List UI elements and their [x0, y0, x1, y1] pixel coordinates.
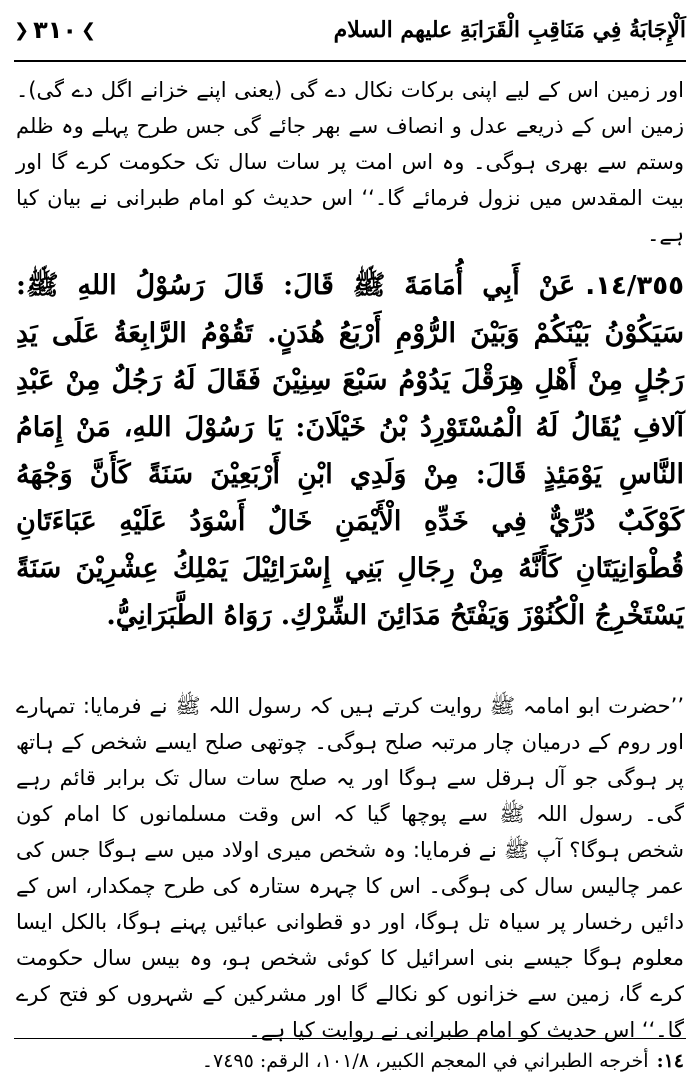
hadith-arabic-block	[16, 262, 684, 639]
footnote-divider	[14, 1038, 686, 1039]
hadith-arabic-paragraph	[16, 262, 684, 639]
intro-text: اور زمین اس کے لیے اپنی برکات نکال دے گی (یعنی اپنے خزانے اگل دے گی)۔ زمین اس کے ذریعے عدل و انصاف سے بھر جائے گی جس طرح پہلے وہ ظلم وستم سے بھری ہوگی۔ وہ اس امت پر سات سال تک حکومت کرے گا اور بیت المقدس میں نزول فرمائے گا۔‘‘ اس حدیث کو امام طبرانی نے بیان کیا ہے۔	[16, 78, 684, 246]
page-header	[14, 6, 686, 54]
intro-paragraph	[16, 72, 684, 252]
hadith-number: ١٤/٣٥٥.	[585, 271, 684, 301]
running-title: اَلْإِجَابَةُ فِي مَنَاقِبِ الْقَرَابَةِ علیهم السلام	[333, 17, 686, 43]
page-number-group	[14, 16, 96, 44]
page-number: ٣١٠	[33, 16, 78, 44]
translation-text: ’’حضرت ابو امامہ ﷺ روایت کرتے ہیں کہ رسول اللہ ﷺ نے فرمایا: تمہارے اور روم کے درمیان چار مرتبہ صلح ہوگی۔ چوتھی صلح ایسے شخص کے ہاتھ پر ہوگی جو آل ہرقل سے ہوگا اور یہ صلح سات سال تک برابر قائم رہے گی۔ رسول اللہ ﷺ سے پوچھا گیا کہ اس وقت مسلمانوں کا امام کون شخص ہوگا؟ آپ ﷺ نے فرمایا: وہ شخص میری اولاد میں سے ہوگا جس کی عمر چالیس سال کی ہوگی۔ اس کا چہرہ ستارہ کی طرح چمکدار، اس کے دائیں رخسار پر سیاہ تل ہوگا، اور دو قطوانی عبائیں پہنے ہوگا، بالکل ایسا معلوم ہوگا جیسے بنی اسرائیل کا کوئی شخص ہو، وہ بیس سال حکومت کرے گا، زمین سے خزانوں کو نکالے گا اور مشرکین کے شہروں کو فتح کرے گا۔‘‘ اس حدیث کو امام طبرانی نے روایت کیا ہے۔	[16, 694, 684, 1042]
footnote	[16, 1046, 684, 1076]
header-divider	[14, 60, 686, 62]
ornament-left-icon: ❮	[14, 19, 30, 41]
translation-block	[16, 688, 684, 1048]
hadith-arabic-text: عَنْ أَبِي أُمَامَةَ ﷺ قَالَ: قَالَ رَسُوْلُ اللهِ ﷺ: سَيَكُوْنُ بَيْنَكُمْ وَبَيْنَ الرُّوْمِ أَرْبَعُ هُدَنٍ. تَقُوْمُ الرَّابِعَةُ عَلَى يَدِ رَجُلٍ مِنْ أَهْلِ هِرَقْلَ يَدُوْمُ سَبْعَ سِنِيْنَ فَقَالَ لَهُ رَجُلٌ مِنْ عَبْدِ آلافِ يُقَالُ لَهُ الْمُسْتَوْرِدُ بْنُ خَيْلَانَ: يَا رَسُوْلَ اللهِ، مَنْ إِمَامُ النَّاسِ يَوْمَئِذٍ قَالَ: مِنْ وَلَدِي ابْنِ أَرْبَعِيْنَ سَنَةً كَأَنَّ وَجْهَهُ كَوْكَبٌ دُرِّيٌّ فِي خَدِّهِ الْأَيْمَنِ خَالٌ أَسْوَدُ عَلَيْهِ عَبَاءَتَانِ قُطْوَانِيَتَانِ كَأَنَّهُ مِنْ رِجَالِ بَنِي إِسْرَائِيْلَ يَمْلِكُ عِشْرِيْنَ سَنَةً يَسْتَخْرِجُ الْكُنُوْزَ وَيَفْتَحُ مَدَائِنَ الشِّرْكِ. رَوَاهُ الطَّبَرَانِيُّ.	[16, 270, 684, 631]
ornament-right-icon: ❯	[81, 19, 97, 41]
footnote-text: أخرجه الطبراني في المعجم الكبير، ١٠١/٨، الرقم: ٧٤٩٥۔	[201, 1050, 649, 1072]
footnote-label: ١٤:	[656, 1050, 684, 1072]
